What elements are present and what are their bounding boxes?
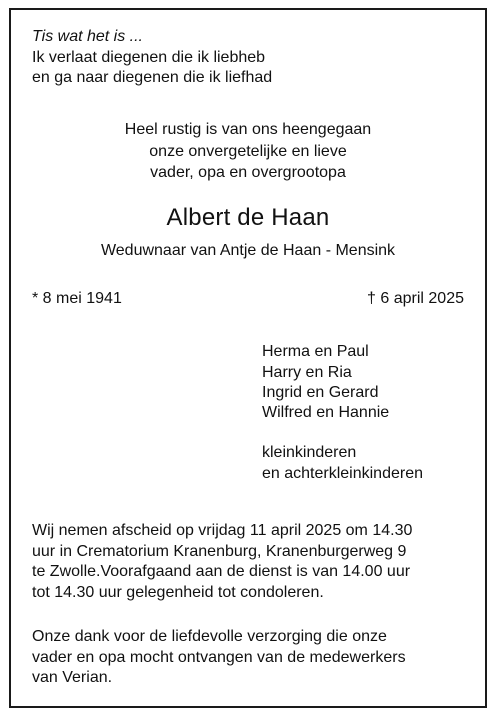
intro-line-1: Ik verlaat diegenen die ik liebheb [32, 49, 266, 66]
intro-italic-line: Tis wat het is ... [32, 28, 143, 45]
thanks-paragraph [32, 627, 468, 689]
spouse-line: Weduwnaar van Antje de Haan - Mensink [100, 242, 396, 259]
birth-date: * 8 mei 1941 [32, 290, 122, 307]
family-member: Wilfred en Hannie [262, 404, 390, 421]
thanks-line-3: van Verian. [32, 669, 113, 686]
service-line-1: Wij nemen afscheid op vrijdag 11 april 2025 om 14.30 [32, 522, 413, 539]
service-line-4: tot 14.30 uur gelegenheid tot condoleren. [32, 583, 324, 601]
death-date: † 6 april 2025 [367, 290, 464, 307]
family-member: Harry en Ria [262, 364, 352, 381]
notice-border [9, 8, 487, 708]
family-member: Ingrid en Gerard [262, 384, 379, 401]
great-grandchildren-label: en achterkleinkinderen [262, 465, 423, 482]
thanks-line-1: Onze dank voor de liefdevolle verzorging die onze [32, 628, 387, 645]
announcement-line-3: vader, opa en overgrootopa [150, 164, 346, 181]
family-member: Herma en Paul [262, 343, 369, 360]
deceased-name: Albert de Haan [166, 204, 330, 231]
thanks-line-2: vader en opa mocht ontvangen van de medewerkers [32, 648, 406, 666]
announcement-line-2: onze onvergetelijke en lieve [149, 143, 347, 160]
grandchildren-label: kleinkinderen [262, 444, 357, 461]
service-line-3: te Zwolle.Voorafgaand aan de dienst is van 14.00 uur [32, 563, 411, 580]
service-line-2: uur in Crematorium Kranenburg, Kranenburgerweg 9 [32, 542, 407, 560]
announcement-line-1: Heel rustig is van ons heengegaan [124, 121, 372, 138]
service-paragraph [32, 521, 468, 603]
intro-line-2: en ga naar diegenen die ik liefhad [32, 69, 273, 86]
